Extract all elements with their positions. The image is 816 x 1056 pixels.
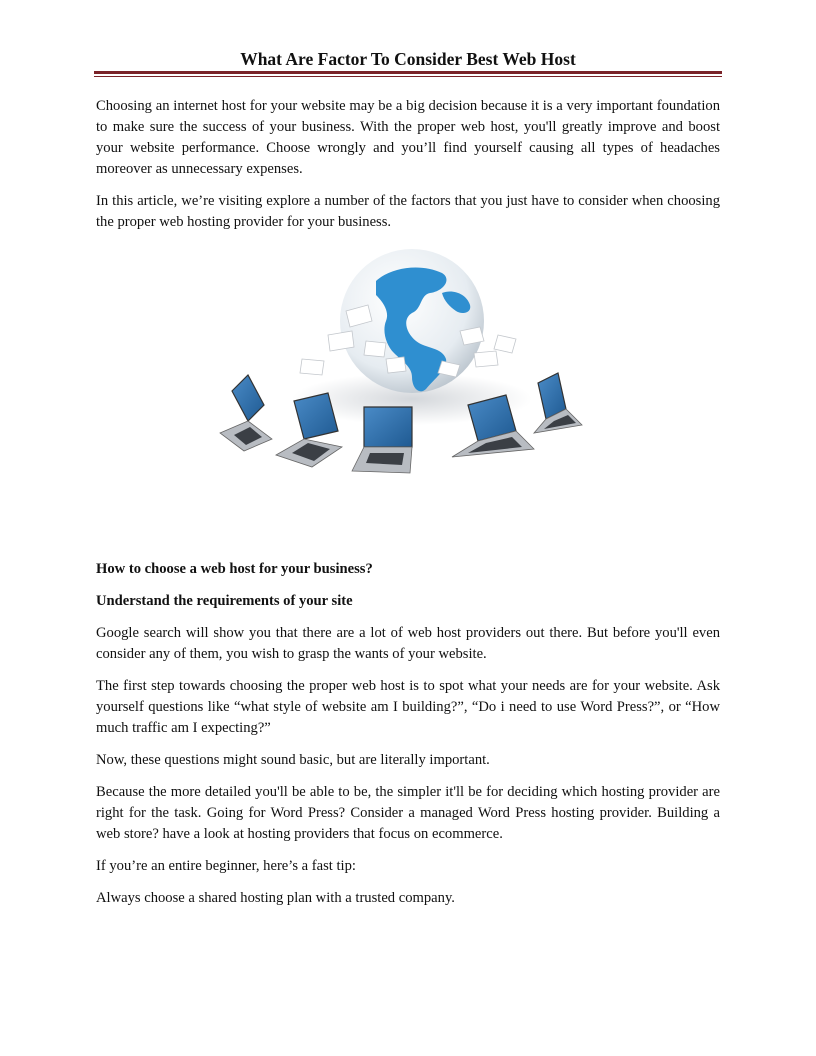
document-page [96,0,720,906]
section-heading-choose-host: How to choose a web host for your business? [96,561,373,577]
title-rule-thick [94,71,722,74]
paragraph-3: Now, these questions might sound basic, but are literally important. [96,752,490,768]
paragraph-1: Google search will show you that there are a lot of web host providers out there. But before you'll even consider any of them, you wish to grasp the wants of your website. [96,625,720,662]
paragraph-4: Because the more detailed you'll be able to be, the simpler it'll be for deciding which hosting provider are right for the task. Going for Word Press? Consider a managed Word Press hosting provider. Building a web store? have a look at hosting providers that focus on ecommerce. [96,784,720,842]
globe-laptops-illustration [216,249,600,543]
paragraph-intro-2: In this article, we’re visiting explore a number of the factors that you just have to consider when choosing the proper web hosting provider for your business. [96,193,720,230]
paragraph-6: Always choose a shared hosting plan with a trusted company. [96,890,455,906]
section-heading-requirements: Understand the requirements of your site [96,593,353,609]
paragraph-5: If you’re an entire beginner, here’s a fast tip: [96,858,356,874]
document-title: What Are Factor To Consider Best Web Host [240,49,576,69]
paragraph-2: The first step towards choosing the proper web host is to spot what your needs are for your website. Ask yourself questions like “what style of website am I building?”, “Do i need to use Word Press?”, or “How much traffic am I expecting?” [96,678,720,736]
document-body [96,96,720,920]
globe-laptops-icon [216,249,600,543]
paragraph-intro-1: Choosing an internet host for your website may be a big decision because it is a very important foundation to make sure the success of your business. With the proper web host, you'll greatly improve and boost your website performance. Choose wrongly and you’ll find yourself causing all types of headaches moreover as unnecessary expenses. [96,98,720,177]
title-rule-thin [94,76,722,77]
